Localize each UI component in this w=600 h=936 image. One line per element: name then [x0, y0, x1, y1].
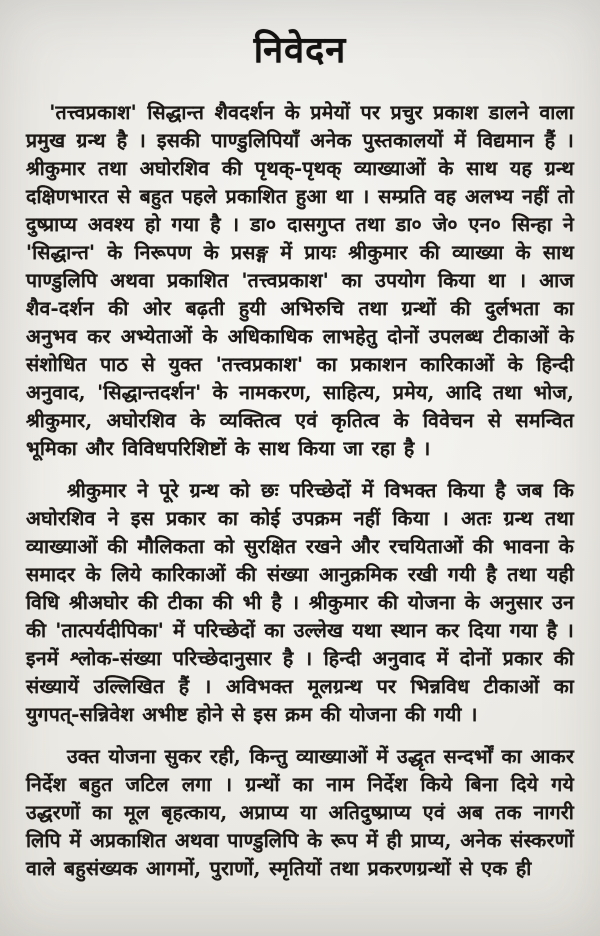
paragraph-3: उक्त योजना सुकर रही, किन्तु व्याख्याओं में उद्धृत सन्दर्भों का आकर निर्देश बहुत जटिल लगा । ग्रन्थों का नाम निर्देश किये बिना दिये गये उद्धरणों का मूल बृहत्काय, अप्राप्य या अतिदुष्प्राप्य एवं अब तक नागरी लिपि में अप्रकाशित अथवा पाण्डुलिपि के रूप में ही प्राप्य, अनेक संस्करणों वाले बहुसंख्यक आगमों, पुराणों, स्मृतियों तथा प्रकरणग्रन्थों से एक ही [26, 745, 574, 880]
paragraph-2: श्रीकुमार ने पूरे ग्रन्थ को छः परिच्छेदों में विभक्त किया है जब कि अघोरशिव ने इस प्रकार का कोई उपक्रम नहीं किया । अतः ग्रन्थ तथा व्याख्याओं की मौलिकता को सुरक्षित रखने और रचयिताओं की भावना के समादर के लिये कारिकाओं की संख्या आनुक्रमिक रखी गयी है तथा यही विधि श्रीअघोर की टीका की भी है । श्रीकुमार की योजना के अनुसार उन की 'तात्पर्यदीपिका' में परिच्छेदों का उल्लेख यथा स्थान कर दिया गया है । इनमें श्लोक-संख्या परिच्छेदानुसार है । हिन्दी अनुवाद में दोनों प्रकार की संख्यायें उल्लिखित हैं । अविभक्त मूलग्रन्थ पर भिन्नविध टीकाओं का युगपत्-सन्निवेश अभीष्ट होने से इस क्रम की योजना की गयी । [26, 479, 574, 726]
paragraph-1: 'तत्त्वप्रकाश' सिद्धान्त शैवदर्शन के प्रमेयों पर प्रचुर प्रकाश डालने वाला प्रमुख ग्रन्थ है । इसकी पाण्डुलिपियाँ अनेक पुस्तकालयों में विद्यमान हैं । श्रीकुमार तथा अघोरशिव की पृथक्-पृथक् व्याख्याओं के साथ यह ग्रन्थ दक्षिणभारत से बहुत पहले प्रकाशित हुआ था । सम्प्रति वह अलभ्य नहीं तो दुष्प्राप्य अवश्य हो गया है । डा० दासगुप्त तथा डा० जे० एन० सिन्हा ने 'सिद्धान्त' के निरूपण के प्रसङ्ग में प्रायः श्रीकुमार की व्याख्या के साथ पाण्डुलिपि अथवा प्रकाशित 'तत्त्वप्रकाश' का उपयोग किया था । आज शैव-दर्शन की ओर बढ़ती हुयी अभिरुचि तथा ग्रन्थों की दुर्लभता का अनुभव कर अभ्येताओं के अधिकाधिक लाभहेतु दोनों उपलब्ध टीकाओं के संशोधित पाठ से युक्त 'तत्त्वप्रकाश' का प्रकाशन कारिकाओं के हिन्दी अनुवाद, 'सिद्धान्तदर्शन' के नामकरण, साहित्य, प्रमेय, आदि तथा भोज, श्रीकुमार, अघोरशिव के व्यक्तित्व एवं कृतित्व के विवेचन से समन्वित भूमिका और विविधपरिशिष्टों के साथ किया जा रहा है । [26, 101, 574, 460]
page-title: निवेदन [253, 29, 347, 71]
